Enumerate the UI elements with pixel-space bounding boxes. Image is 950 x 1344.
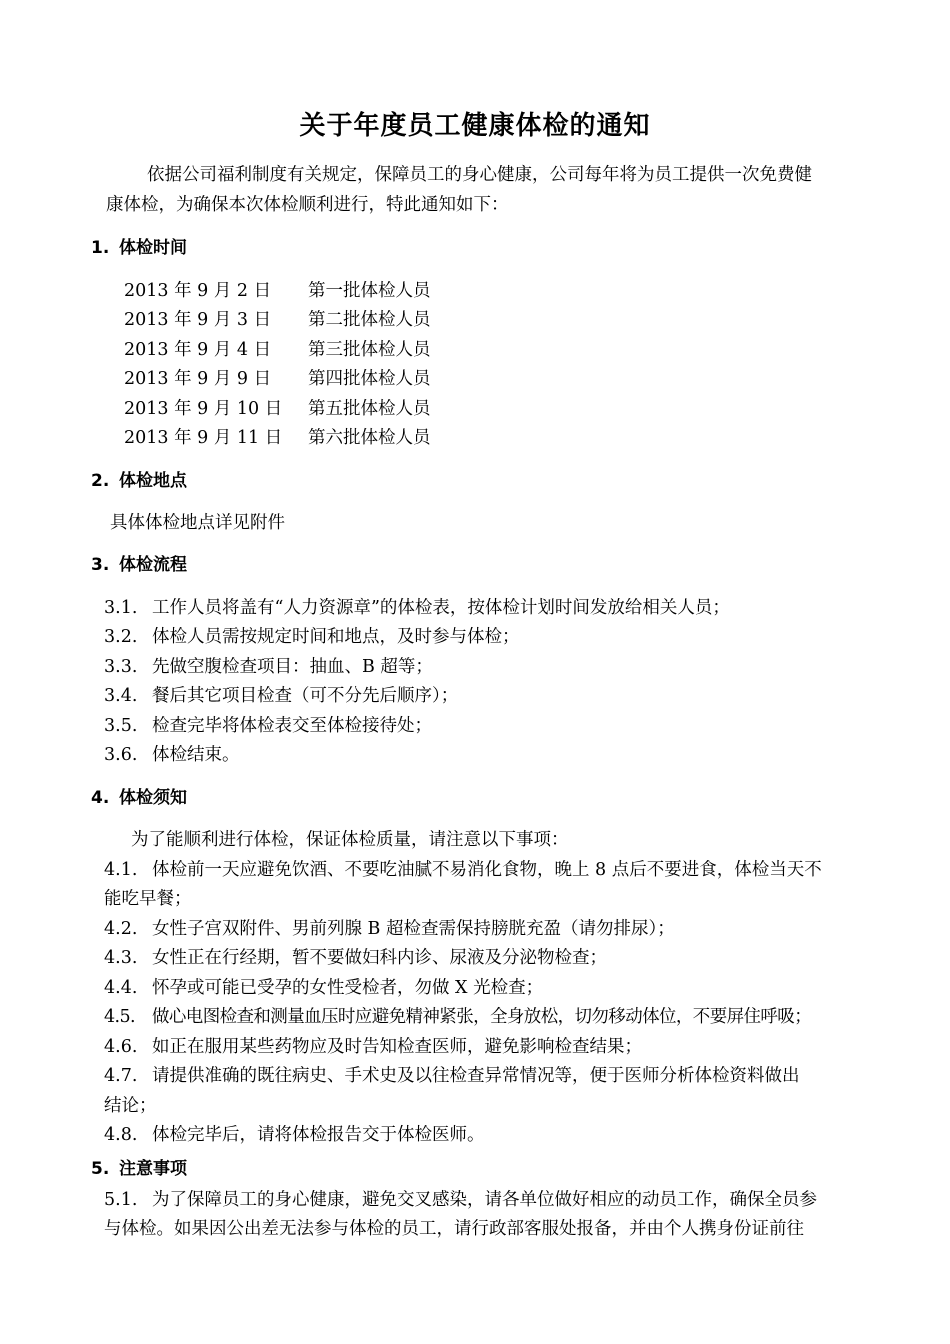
schedule-date: 2013 年 9 月 2 日 xyxy=(124,281,272,301)
item-number: 4.2. xyxy=(104,919,138,939)
item-number: 3.4. xyxy=(104,686,138,706)
item-text: 体检结束。 xyxy=(152,745,240,765)
schedule-group: 第五批体检人员 xyxy=(308,399,431,419)
schedule-date: 2013 年 9 月 11 日 xyxy=(124,428,283,448)
item-text: 如正在服用某些药物应及时告知检查医师，避免影响检查结果； xyxy=(152,1037,642,1057)
process-item xyxy=(104,740,240,770)
item-number: 4.5. xyxy=(104,1007,135,1027)
attention-item-continuation: 与体检。如果因公出差无法参与体检的员工，请行政部客服处报备，并由个人携身份证前往 xyxy=(104,1219,804,1239)
section-heading-2 xyxy=(91,466,187,496)
attention-item xyxy=(104,1185,817,1215)
item-text: 女性子宫双附件、男前列腺 B 超检查需保持膀胱充盈（请勿排尿）； xyxy=(152,919,675,939)
intro-line-2: 康体检，为确保本次体检顺利进行，特此通知如下： xyxy=(106,195,509,215)
item-text: 体检人员需按规定时间和地点，及时参与体检； xyxy=(152,627,520,647)
schedule-row xyxy=(124,394,431,424)
item-number: 3.6. xyxy=(104,745,138,765)
intro-line-1: 依据公司福利制度有关规定，保障员工的身心健康，公司每年将为员工提供一次免费健 xyxy=(147,165,812,185)
notice-item xyxy=(104,1002,811,1032)
section-title: 体检须知 xyxy=(119,788,187,808)
notice-item xyxy=(104,1120,485,1150)
item-number: 4.3. xyxy=(104,948,138,968)
section-number: 4. xyxy=(91,788,110,808)
item-number: 4.8. xyxy=(104,1125,138,1145)
section-heading-3 xyxy=(91,550,187,580)
item-number: 3.2. xyxy=(104,627,138,647)
section-heading-5 xyxy=(91,1154,187,1184)
section-number: 3. xyxy=(91,555,110,575)
notice-item-continuation: 能吃早餐； xyxy=(104,889,192,909)
item-number: 4.1. xyxy=(104,860,138,880)
schedule-row xyxy=(124,305,431,335)
schedule-date: 2013 年 9 月 9 日 xyxy=(124,369,272,389)
item-number: 4.7. xyxy=(104,1066,138,1086)
item-text: 怀孕或可能已受孕的女性受检者，勿做 X 光检查； xyxy=(152,978,544,998)
item-number: 3.5. xyxy=(104,716,138,736)
section-number: 1. xyxy=(91,238,110,258)
section-title: 体检地点 xyxy=(119,471,187,491)
item-number: 3.1. xyxy=(104,598,138,618)
schedule-group: 第二批体检人员 xyxy=(308,310,431,330)
notice-intro: 为了能顺利进行体检，保证体检质量，请注意以下事项： xyxy=(131,830,569,850)
document-title: 关于年度员工健康体检的通知 xyxy=(299,111,651,141)
process-item xyxy=(104,681,458,711)
item-text: 检查完毕将体检表交至体检接待处； xyxy=(152,716,432,736)
process-item xyxy=(104,711,432,741)
process-item xyxy=(104,622,520,652)
schedule-group: 第一批体检人员 xyxy=(308,281,431,301)
schedule-group: 第三批体检人员 xyxy=(308,340,431,360)
schedule-row xyxy=(124,335,431,365)
item-number: 5.1. xyxy=(104,1190,138,1210)
section-title: 注意事项 xyxy=(119,1159,187,1179)
item-text: 为了保障员工的身心健康，避免交叉感染，请各单位做好相应的动员工作，确保全员参 xyxy=(152,1190,817,1210)
item-text: 餐后其它项目检查（可不分先后顺序）； xyxy=(152,686,459,706)
process-item xyxy=(104,593,730,623)
item-text: 女性正在行经期，暂不要做妇科内诊、尿液及分泌物检查； xyxy=(152,948,607,968)
section-heading-1 xyxy=(91,233,187,263)
item-text: 请提供准确的既往病史、手术史及以往检查异常情况等，便于医师分析体检资料做出 xyxy=(152,1066,800,1086)
item-number: 4.6. xyxy=(104,1037,138,1057)
schedule-row xyxy=(124,423,431,453)
schedule-row xyxy=(124,364,431,394)
process-item xyxy=(104,652,433,682)
location-text: 具体体检地点详见附件 xyxy=(110,513,285,533)
notice-item xyxy=(104,943,607,973)
item-text: 体检完毕后，请将体检报告交于体检医师。 xyxy=(152,1125,485,1145)
item-text: 先做空腹检查项目：抽血、B 超等； xyxy=(152,657,433,677)
notice-item-continuation: 结论； xyxy=(104,1096,157,1116)
section-number: 5. xyxy=(91,1159,110,1179)
schedule-date: 2013 年 9 月 10 日 xyxy=(124,399,283,419)
notice-item xyxy=(104,1032,642,1062)
item-text: 做心电图检查和测量血压时应避免精神紧张，全身放松，切勿移动体位，不要屏住呼吸； xyxy=(152,1007,812,1027)
schedule-group: 第四批体检人员 xyxy=(308,369,431,389)
schedule-date: 2013 年 9 月 4 日 xyxy=(124,340,272,360)
notice-item xyxy=(104,855,822,885)
notice-item xyxy=(104,1061,800,1091)
section-heading-4 xyxy=(91,783,187,813)
item-text: 工作人员将盖有“人力资源章”的体检表，按体检计划时间发放给相关人员； xyxy=(152,598,730,618)
section-number: 2. xyxy=(91,471,110,491)
notice-item xyxy=(104,973,543,1003)
section-title: 体检时间 xyxy=(119,238,187,258)
schedule-date: 2013 年 9 月 3 日 xyxy=(124,310,272,330)
notice-item xyxy=(104,914,675,944)
item-number: 4.4. xyxy=(104,978,138,998)
schedule-group: 第六批体检人员 xyxy=(308,428,431,448)
item-number: 3.3. xyxy=(104,657,138,677)
section-title: 体检流程 xyxy=(119,555,187,575)
item-text: 体检前一天应避免饮酒、不要吃油腻不易消化食物，晚上 8 点后不要进食，体检当天不 xyxy=(152,860,822,880)
schedule-row xyxy=(124,276,431,306)
